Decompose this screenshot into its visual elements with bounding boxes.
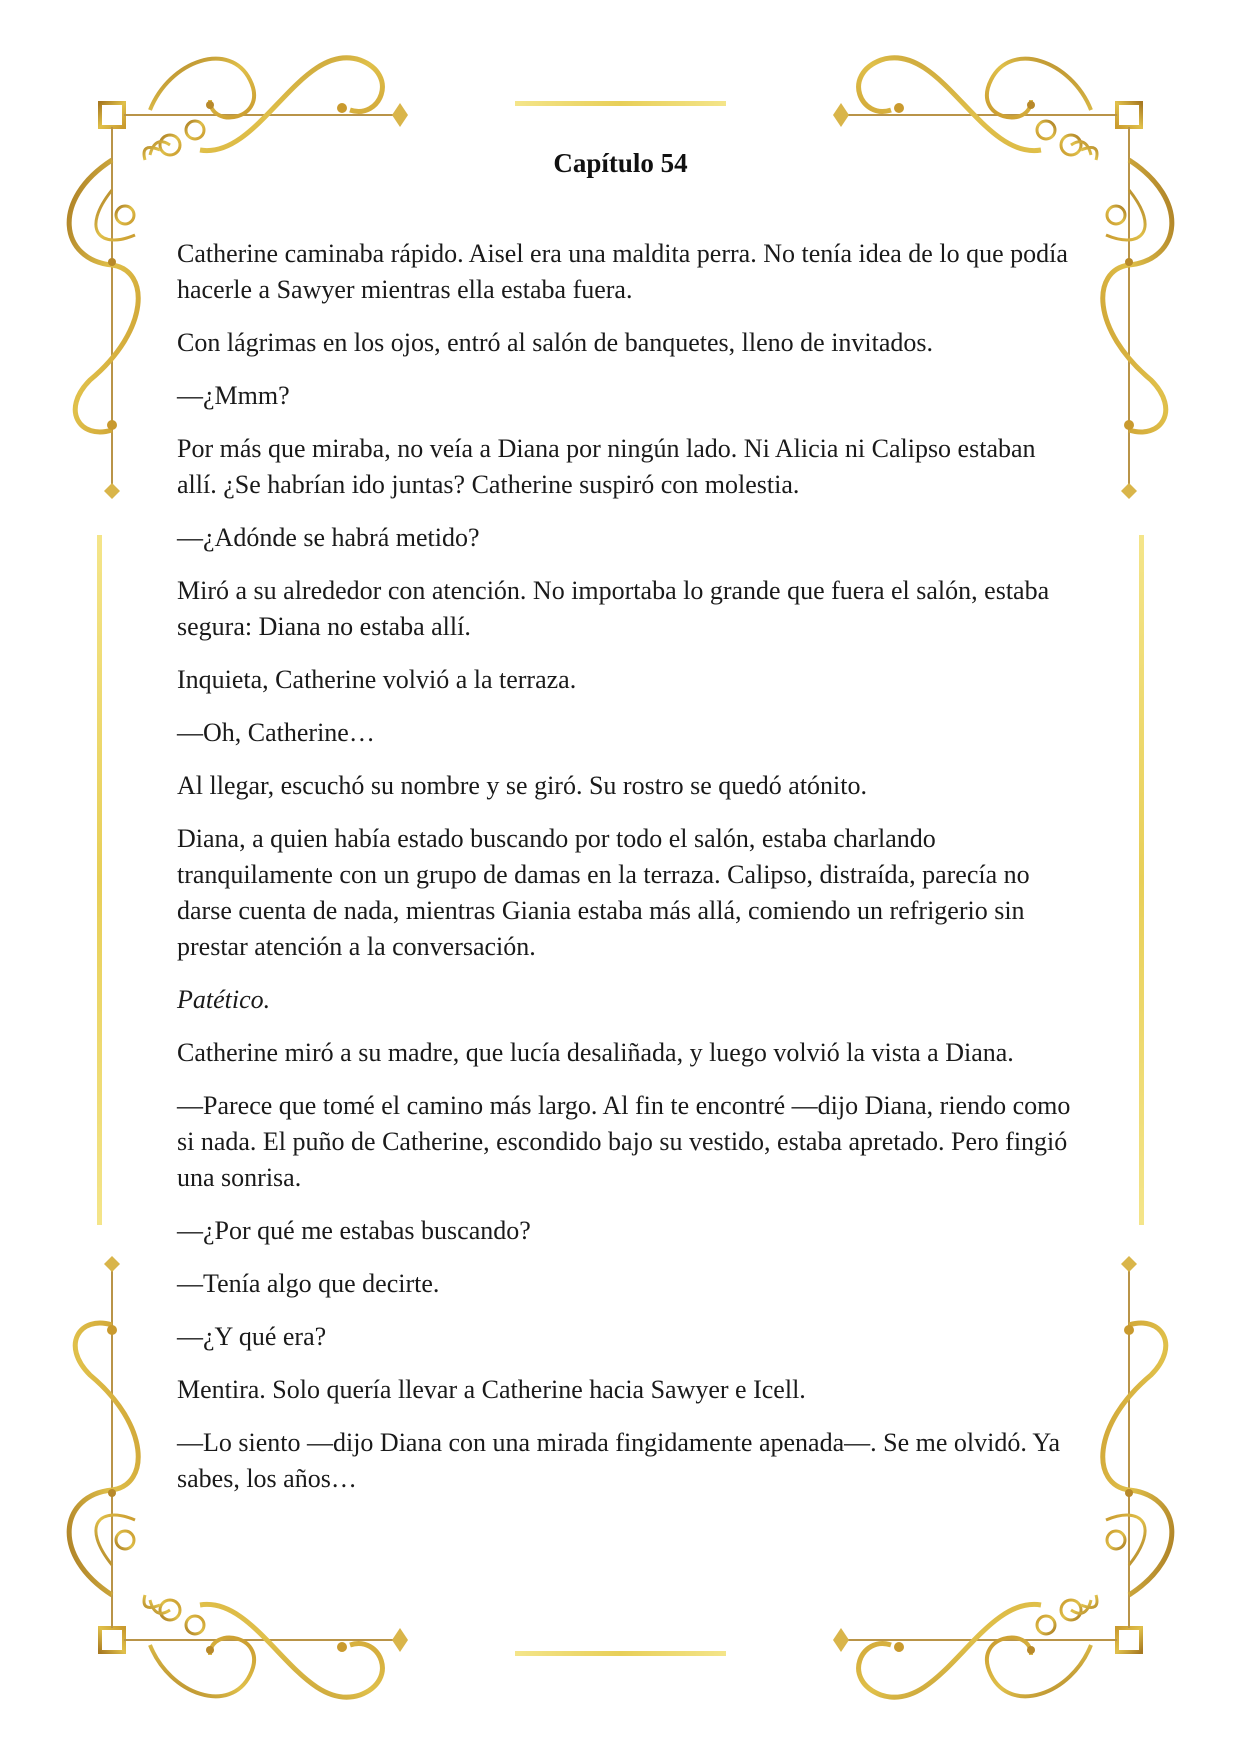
chapter-body [177,236,1077,1514]
paragraph: Catherine miró a su madre, que lucía desaliñada, y luego volvió la vista a Diana. [177,1038,1014,1067]
paragraph: Miró a su alrededor con atención. No importaba lo grande que fuera el salón, estaba segura: Diana no estaba allí. [177,576,1050,641]
chapter-title: Capítulo 54 [553,148,688,178]
paragraph: —¿Mmm? [177,381,290,410]
paragraph: Con lágrimas en los ojos, entró al salón de banquetes, lleno de invitados. [177,328,934,357]
paragraph: Diana, a quien había estado buscando por todo el salón, estaba charlando tranquilamente con un grupo de damas en la terraza. Calipso, distraída, parecía no darse cuenta de nada, mientras Giania estaba más allá, comiendo un refrigerio sin prestar atención a la conversación. [177,824,1030,961]
paragraph: Al llegar, escuchó su nombre y se giró. Su rostro se quedó atónito. [177,771,867,800]
paragraph: Catherine caminaba rápido. Aisel era una maldita perra. No tenía idea de lo que podía hacerle a Sawyer mientras ella estaba fuera. [177,239,1068,304]
paragraph: —¿Y qué era? [177,1322,327,1351]
paragraph: —¿Adónde se habrá metido? [177,523,480,552]
paragraph: —¿Por qué me estabas buscando? [177,1216,531,1245]
paragraph: —Parece que tomé el camino más largo. Al fin te encontré —dijo Diana, riendo como si nada. El puño de Catherine, escondido bajo su vestido, estaba apretado. Pero fingió una sonrisa. [177,1091,1071,1192]
paragraph: Mentira. Solo quería llevar a Catherine hacia Sawyer e Icell. [177,1375,806,1404]
paragraph: —Tenía algo que decirte. [177,1269,440,1298]
paragraph: Inquieta, Catherine volvió a la terraza. [177,665,577,694]
paragraph: —Oh, Catherine… [177,718,375,747]
paragraph-italic: Patético. [177,985,271,1014]
paragraph: —Lo siento —dijo Diana con una mirada fingidamente apenada—. Se me olvidó. Ya sabes, los años… [177,1428,1061,1493]
paragraph: Por más que miraba, no veía a Diana por ningún lado. Ni Alicia ni Calipso estaban allí. ¿Se habrían ido juntas? Catherine suspiró con molestia. [177,434,1036,499]
